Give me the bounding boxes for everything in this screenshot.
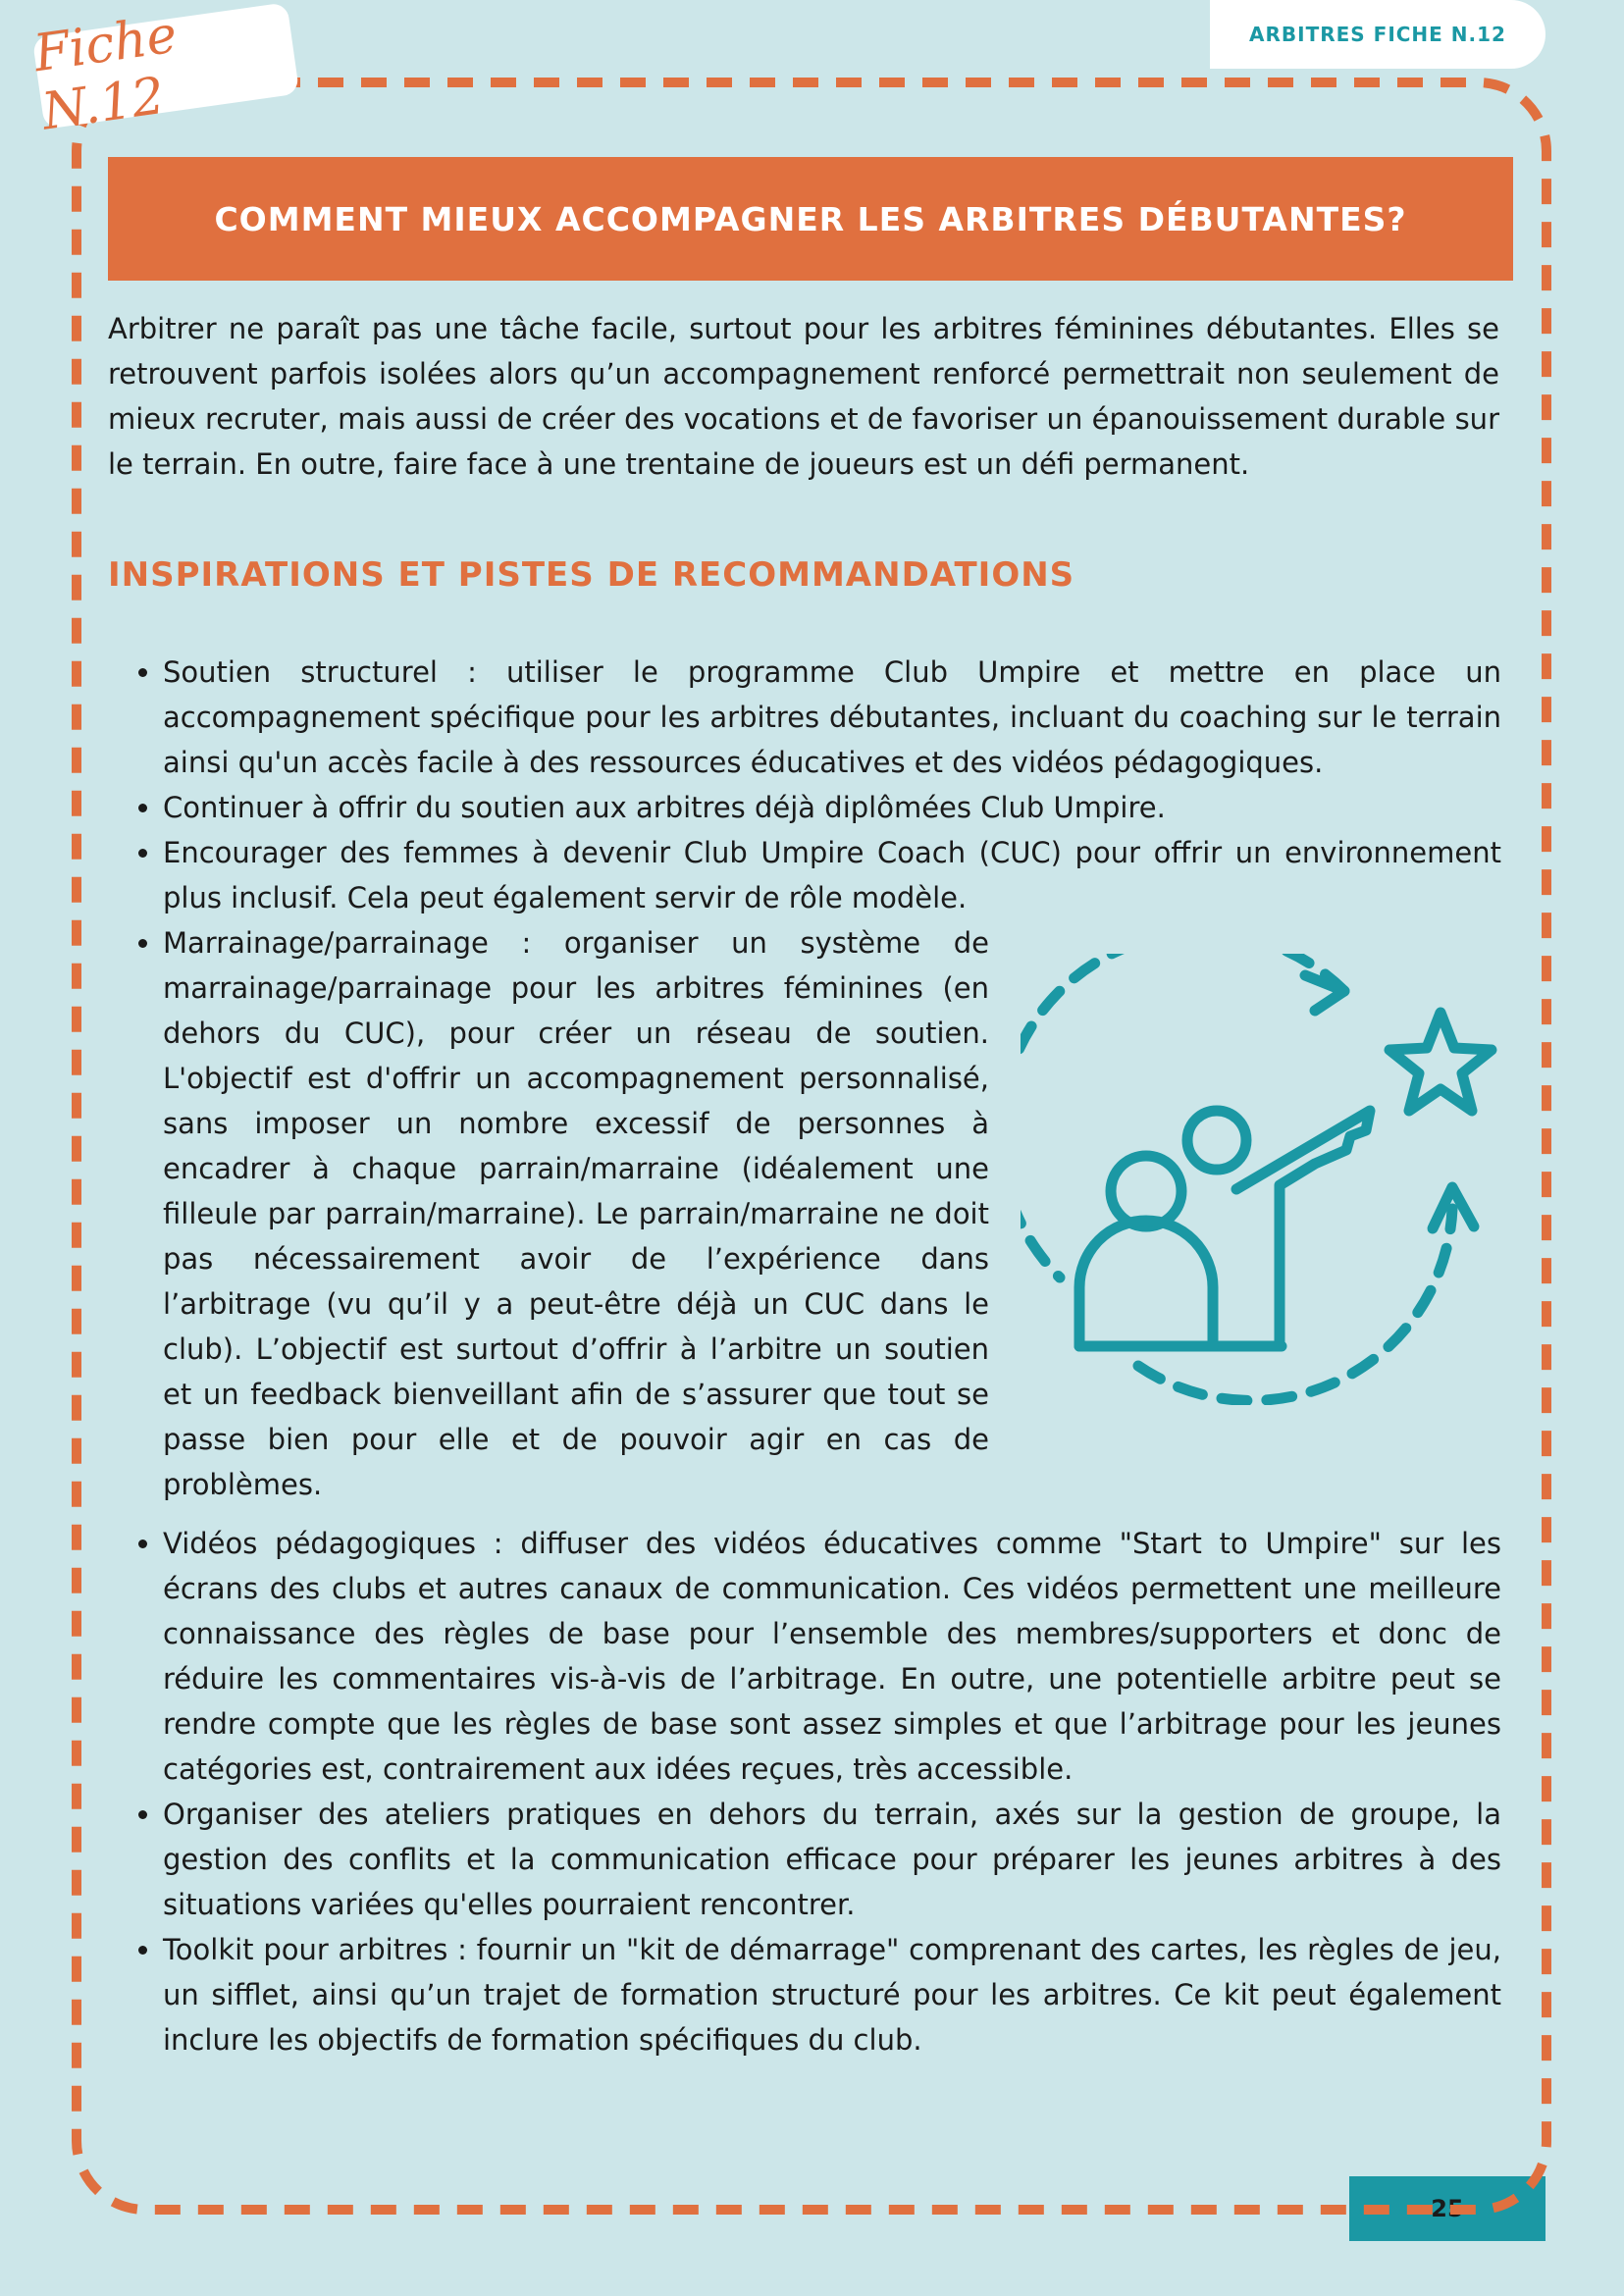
- header-tab-label: ARBITRES FICHE N.12: [1249, 23, 1506, 46]
- list-item: • Continuer à offrir du soutien aux arbitres déjà diplômées Club Umpire.: [163, 785, 1501, 830]
- fiche-badge: [29, 2, 300, 142]
- fiche-badge-label: Fiche N.12: [29, 5, 181, 142]
- page-number-label: 25: [1431, 2195, 1464, 2222]
- intro-paragraph: Arbitrer ne paraît pas une tâche facile, surtout pour les arbitres féminines débutantes. Elles se retrouvent parfois isolées alors qu’un accompagnement renforcé permettrait non seulement de mieux recruter, mais aussi de créer des vocations et de favoriser un épanouissement durable sur le terrain. En outre, faire face à une trentaine de joueurs est un défi permanent.: [108, 312, 1499, 481]
- list-item: • Vidéos pédagogiques : diffuser des vidéos éducatives comme "Start to Umpire" sur les écrans des clubs et autres canaux de communication. Ces vidéos permettent une meilleure connaissance des règles de base pour l’ensemble des membres/supporters et donc de réduire les commentaires vis-à-vis de l’arbitrage. En outre, une potentielle arbitre peut se rendre compte que les règles de base sont assez simples et que l’arbitrage pour les jeunes catégories est, contrairement aux idées reçues, très accessible.: [163, 1521, 1501, 1792]
- list-item: • Marrainage/parrainage : organiser un système de marrainage/parrainage pour les arbitres féminines (en dehors du CUC), pour créer un réseau de soutien. L'objectif est d'offrir un accompagnement personnalisé, sans imposer un nombre excessif de personnes à encadrer à chaque parrain/marraine (idéalement une filleule par parrain/marraine). Le parrain/marraine ne doit pas nécessairement avoir de l’expérience dans l’arbitrage (vu qu’il y a peut-être déjà un CUC dans le club). L’objectif est surtout d’offrir à l’arbitre un soutien et un feedback bienveillant afin de s’assurer que tout se passe bien pour elle et de pouvoir agir en cas de problèmes.: [163, 920, 989, 1507]
- list-item: • Organiser des ateliers pratiques en dehors du terrain, axés sur la gestion de groupe, la gestion des conflits et la communication efficace pour préparer les jeunes arbitres à des situations variées qu'elles pourraient rencontrer.: [163, 1792, 1501, 1927]
- page-title: COMMENT MIEUX ACCOMPAGNER LES ARBITRES DÉBUTANTES?: [214, 199, 1407, 238]
- mentor-pointing-star-icon: [1021, 954, 1511, 1405]
- list-item: • Encourager des femmes à devenir Club Umpire Coach (CUC) pour offrir un environnement plus inclusif. Cela peut également servir de rôle modèle.: [163, 830, 1501, 920]
- title-banner: [108, 157, 1513, 281]
- section-heading: INSPIRATIONS ET PISTES DE RECOMMANDATIONS: [108, 555, 1075, 595]
- list-item: • Soutien structurel : utiliser le programme Club Umpire et mettre en place un accompagnement spécifique pour les arbitres débutantes, incluant du coaching sur le terrain ainsi qu'un accès facile à des ressources éducatives et des vidéos pédagogiques.: [163, 650, 1501, 785]
- list-item: • Toolkit pour arbitres : fournir un "kit de démarrage" comprenant des cartes, les règles de jeu, un sifflet, ainsi qu’un trajet de formation structuré pour les arbitres. Ce kit peut également inclure les objectifs de formation spécifiques du club.: [163, 1927, 1501, 2062]
